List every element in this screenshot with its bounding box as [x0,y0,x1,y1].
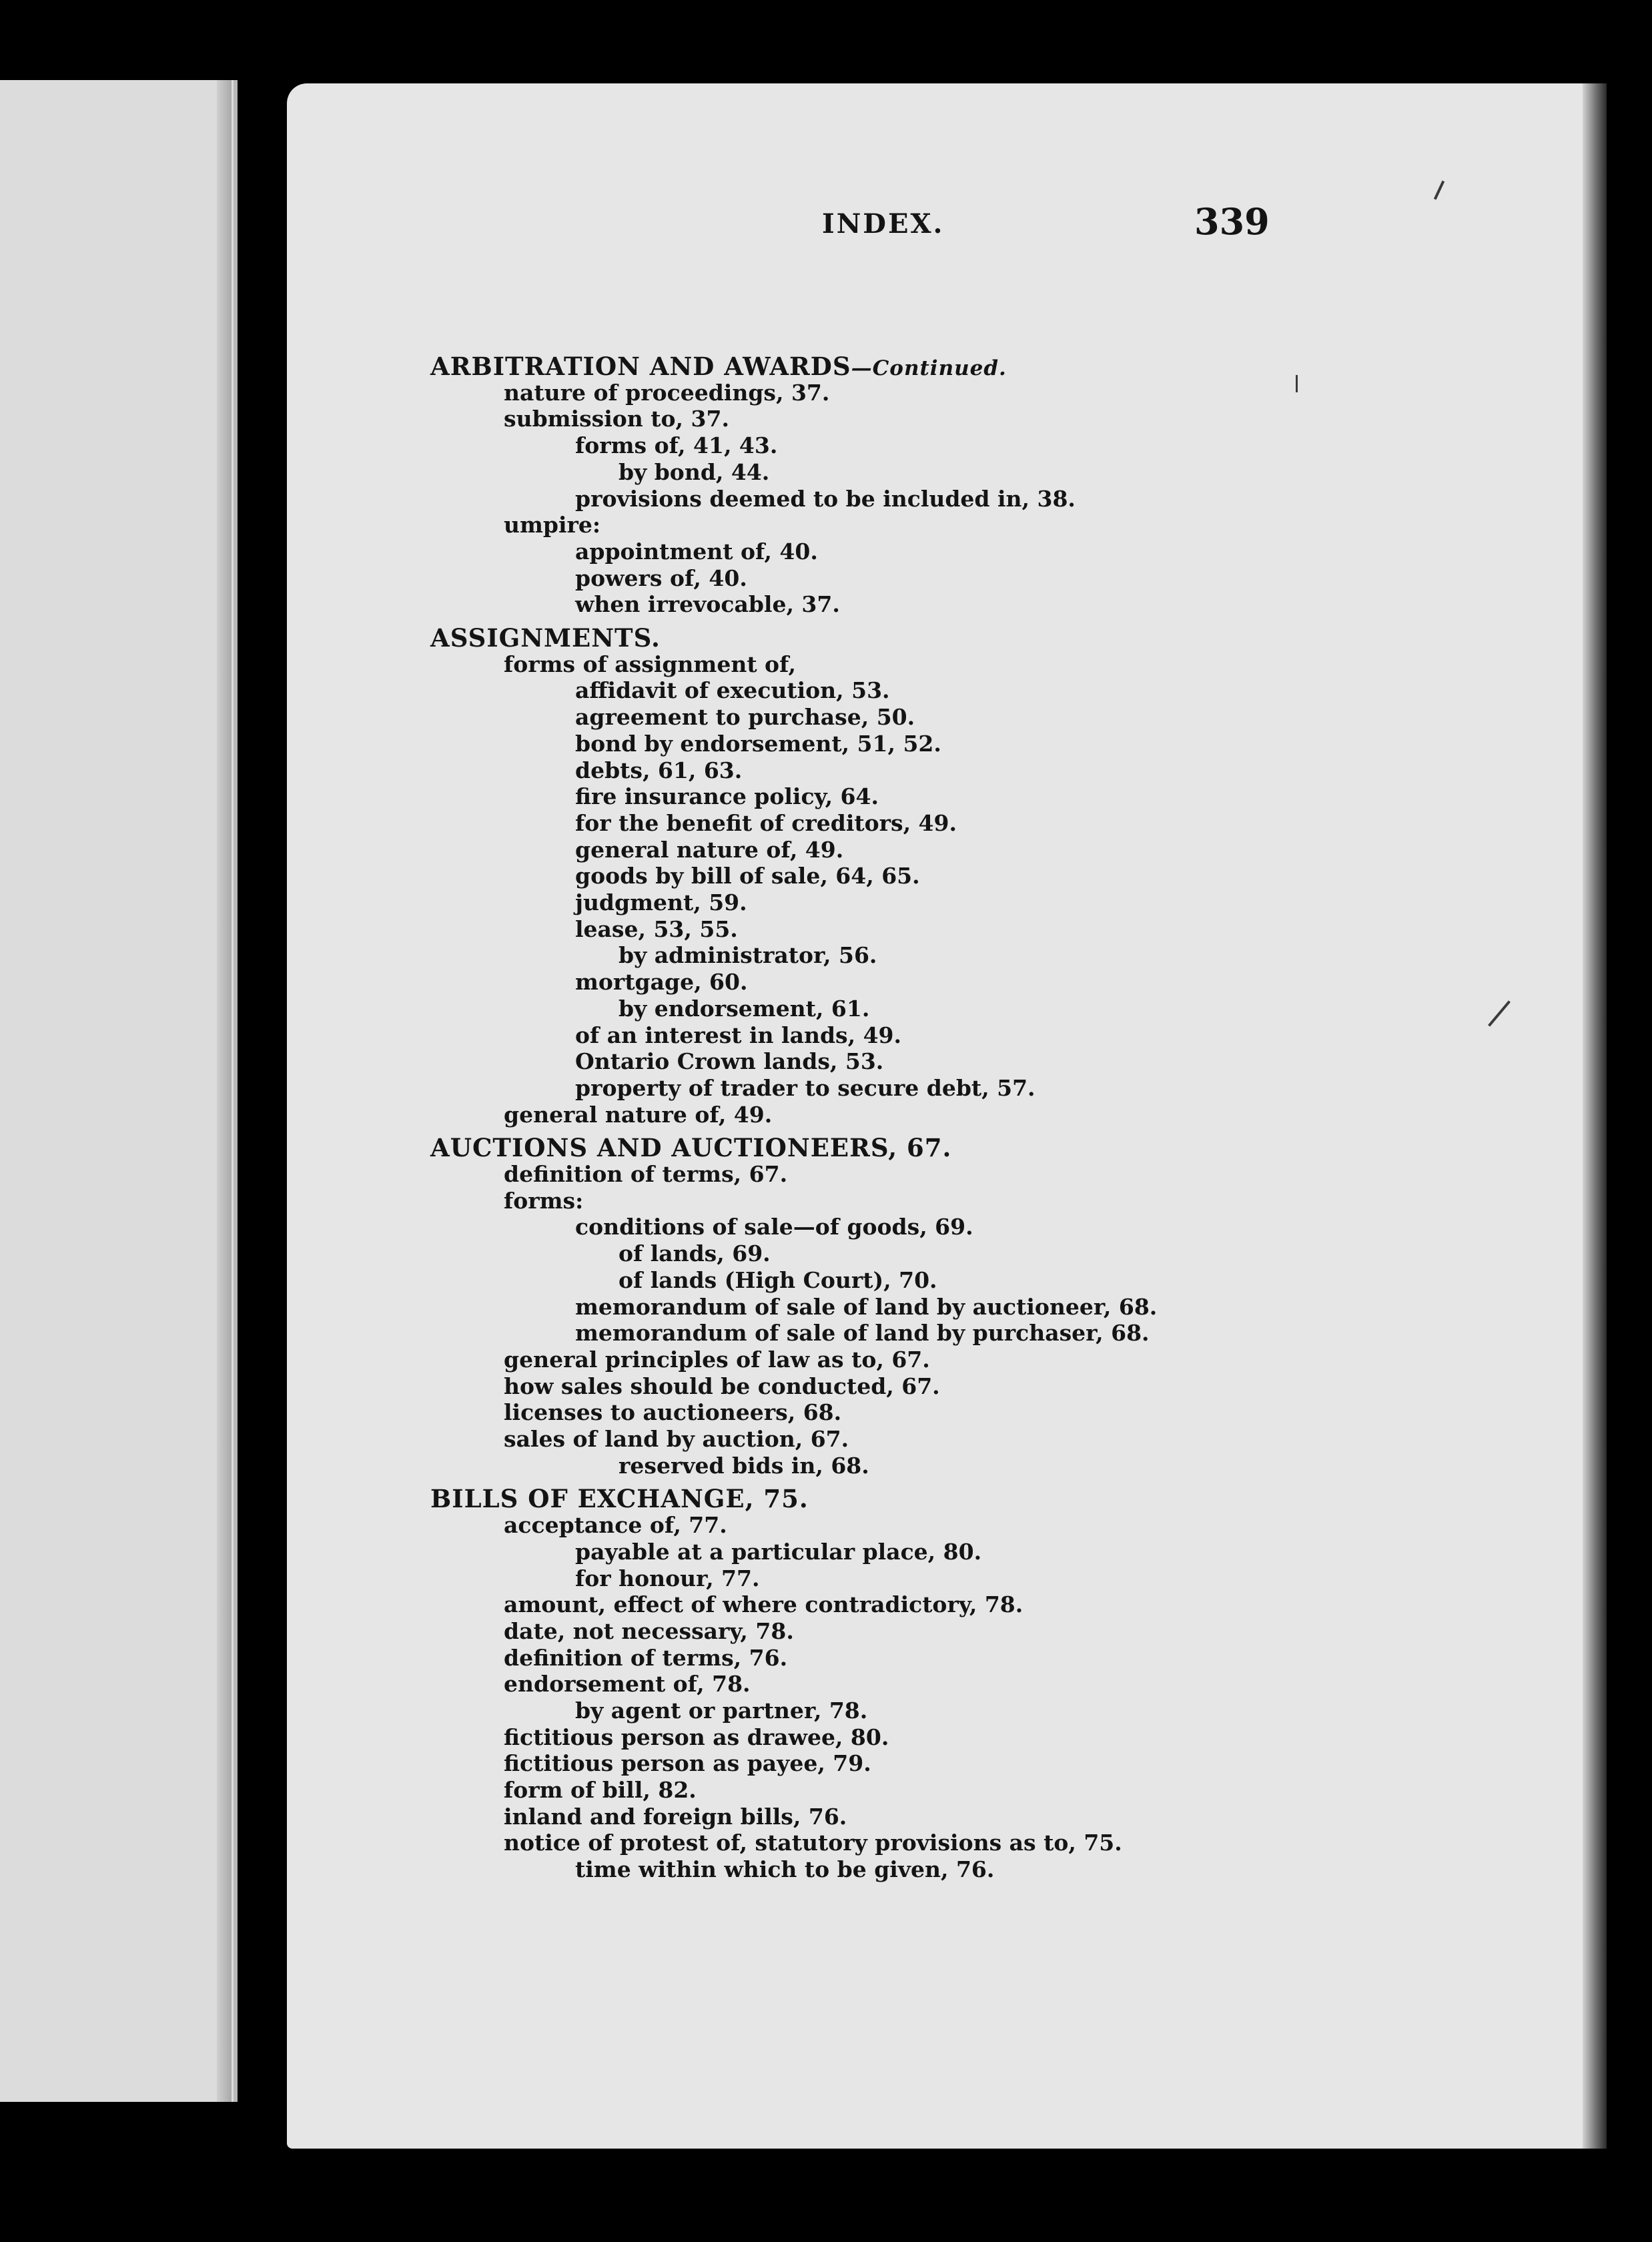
entry-text: agreement to purchase, 50. [575,704,915,730]
entry-text: property of trader to secure debt, 57. [575,1075,1036,1101]
page-right-edge [1583,83,1607,2149]
index-entry [575,1214,973,1240]
index-entry [504,1619,794,1644]
index-entry [504,1162,787,1187]
entry-text: definition of terms, 67. [504,1161,788,1187]
index-entry [504,406,729,432]
index-entry [504,1188,583,1214]
entry-text: Ontario Crown lands, 53. [575,1048,884,1074]
index-entry [575,1539,981,1565]
entry-text: general principles of law as to, 67. [504,1347,930,1373]
index-entry [575,433,777,458]
index-entry [504,1804,847,1830]
entry-text: by endorsement, 61. [618,996,870,1022]
index-entry [504,1347,930,1373]
index-entry [504,1513,727,1538]
entry-text: definition of terms, 76. [504,1645,788,1671]
index-entry [575,539,818,565]
entry-text: bond by endorsement, 51, 52. [575,731,941,757]
entry-text: how sales should be conducted, 67. [504,1373,940,1399]
index-entry [504,1374,940,1399]
index-entry [575,811,957,836]
entry-text: by bond, 44. [618,459,770,485]
entry-text: for the benefit of creditors, 49. [575,810,957,836]
index-entry [618,1453,869,1479]
entry-text: payable at a particular place, 80. [575,1539,982,1565]
entry-text: conditions of sale—of goods, 69. [575,1214,973,1240]
book-gutter [217,80,232,2102]
index-entry [575,1294,1157,1320]
index-entry [575,705,915,730]
entry-text: when irrevocable, 37. [575,591,840,617]
entry-text: judgment, 59. [575,889,747,915]
entry-text: by agent or partner, 78. [575,1698,868,1724]
index-entry [575,890,747,915]
index-entry [504,1592,1023,1617]
entry-text: of lands, 69. [618,1240,771,1266]
index-entry [504,1645,787,1671]
index-entry [575,837,843,863]
index-entry [575,1023,901,1048]
index-entry [575,917,738,942]
facing-page-edge [0,80,238,2102]
index-entry [575,678,890,703]
entry-text: general nature of, 49. [504,1102,773,1128]
entry-text: notice of protest of, statutory provisions as to, 75. [504,1830,1122,1856]
entry-text: powers of, 40. [575,565,747,591]
index-entry [575,1321,1150,1346]
page-number: 339 [1194,200,1270,243]
entry-text: forms of, 41, 43. [575,432,778,458]
index-entry [504,1830,1122,1856]
entry-text: form of bill, 82. [504,1777,697,1803]
index-entry [618,943,877,968]
index-entry [618,1241,771,1266]
entry-text: sales of land by auction, 67. [504,1426,849,1452]
entry-text: date, not necessary, 78. [504,1618,794,1644]
index-entry [504,1102,772,1128]
index-entry [504,1400,841,1425]
entry-text: ARBITRATION AND AWARDS [430,352,851,381]
index-heading [430,1135,951,1160]
entry-text: by administrator, 56. [618,942,877,968]
entry-text: licenses to auctioneers, 68. [504,1399,842,1425]
index-heading [430,625,661,651]
entry-text: forms: [504,1188,584,1214]
continued-label: —Continued. [851,356,1007,380]
index-entry [575,592,840,617]
index-entry [575,1698,867,1724]
entry-text: ASSIGNMENTS. [430,623,661,653]
index-entry [575,970,747,995]
entry-text: memorandum of sale of land by auctioneer, 68. [575,1294,1158,1320]
entry-text: of an interest in lands, 49. [575,1022,901,1048]
entry-text: reserved bids in, 68. [618,1453,869,1479]
entry-text: time within which to be given, 76. [575,1856,995,1882]
index-entry [575,1566,759,1591]
index-entry [504,1751,871,1776]
scan-speck [1296,375,1298,392]
running-head: INDEX. [822,208,945,240]
entry-text: mortgage, 60. [575,969,748,995]
index-entry [504,652,796,677]
index-entry [618,460,769,485]
index-entry [504,1671,751,1697]
entry-text: endorsement of, 78. [504,1671,751,1697]
entry-text: nature of proceedings, 37. [504,380,830,406]
index-entry [618,1268,937,1293]
index-entry [504,1725,889,1750]
index-entry [575,1049,883,1074]
index-entry [575,486,1076,512]
index-entry [575,1076,1036,1101]
entry-text: goods by bill of sale, 64, 65. [575,863,920,889]
entry-text: general nature of, 49. [575,837,844,863]
entry-text: BILLS OF EXCHANGE, 75. [430,1484,809,1513]
entry-text: forms of assignment of, [504,651,797,677]
entry-text: fire insurance policy, 64. [575,783,879,809]
entry-text: fictitious person as drawee, 80. [504,1724,889,1750]
entry-text: inland and foreign bills, 76. [504,1804,847,1830]
entry-text: umpire: [504,512,601,538]
index-entry [504,380,829,406]
entry-text: of lands (High Court), 70. [618,1267,937,1293]
index-entry [575,1857,994,1882]
index-entry [575,758,742,783]
entry-text: debts, 61, 63. [575,757,743,783]
index-heading [430,1486,809,1511]
index-entry [575,863,920,889]
entry-text: fictitious person as payee, 79. [504,1750,871,1776]
entry-text: acceptance of, 77. [504,1512,727,1538]
entry-text: for honour, 77. [575,1565,760,1591]
index-entry [504,1778,697,1803]
entry-text: amount, effect of where contradictory, 78. [504,1591,1023,1617]
entry-text: provisions deemed to be included in, 38. [575,486,1076,512]
entry-text: AUCTIONS AND AUCTIONEERS, 67. [430,1133,952,1162]
entry-text: appointment of, 40. [575,538,818,565]
index-entry [575,731,941,757]
entry-text: memorandum of sale of land by purchaser, 68. [575,1320,1150,1346]
index-entry [504,512,600,538]
index-entry [504,1427,849,1452]
index-heading [430,354,1007,381]
entry-text: affidavit of execution, 53. [575,677,890,703]
index-entry [575,566,747,591]
entry-text: lease, 53, 55. [575,916,738,942]
index-entry [618,996,869,1022]
entry-text: submission to, 37. [504,406,729,432]
index-entry [575,784,879,809]
